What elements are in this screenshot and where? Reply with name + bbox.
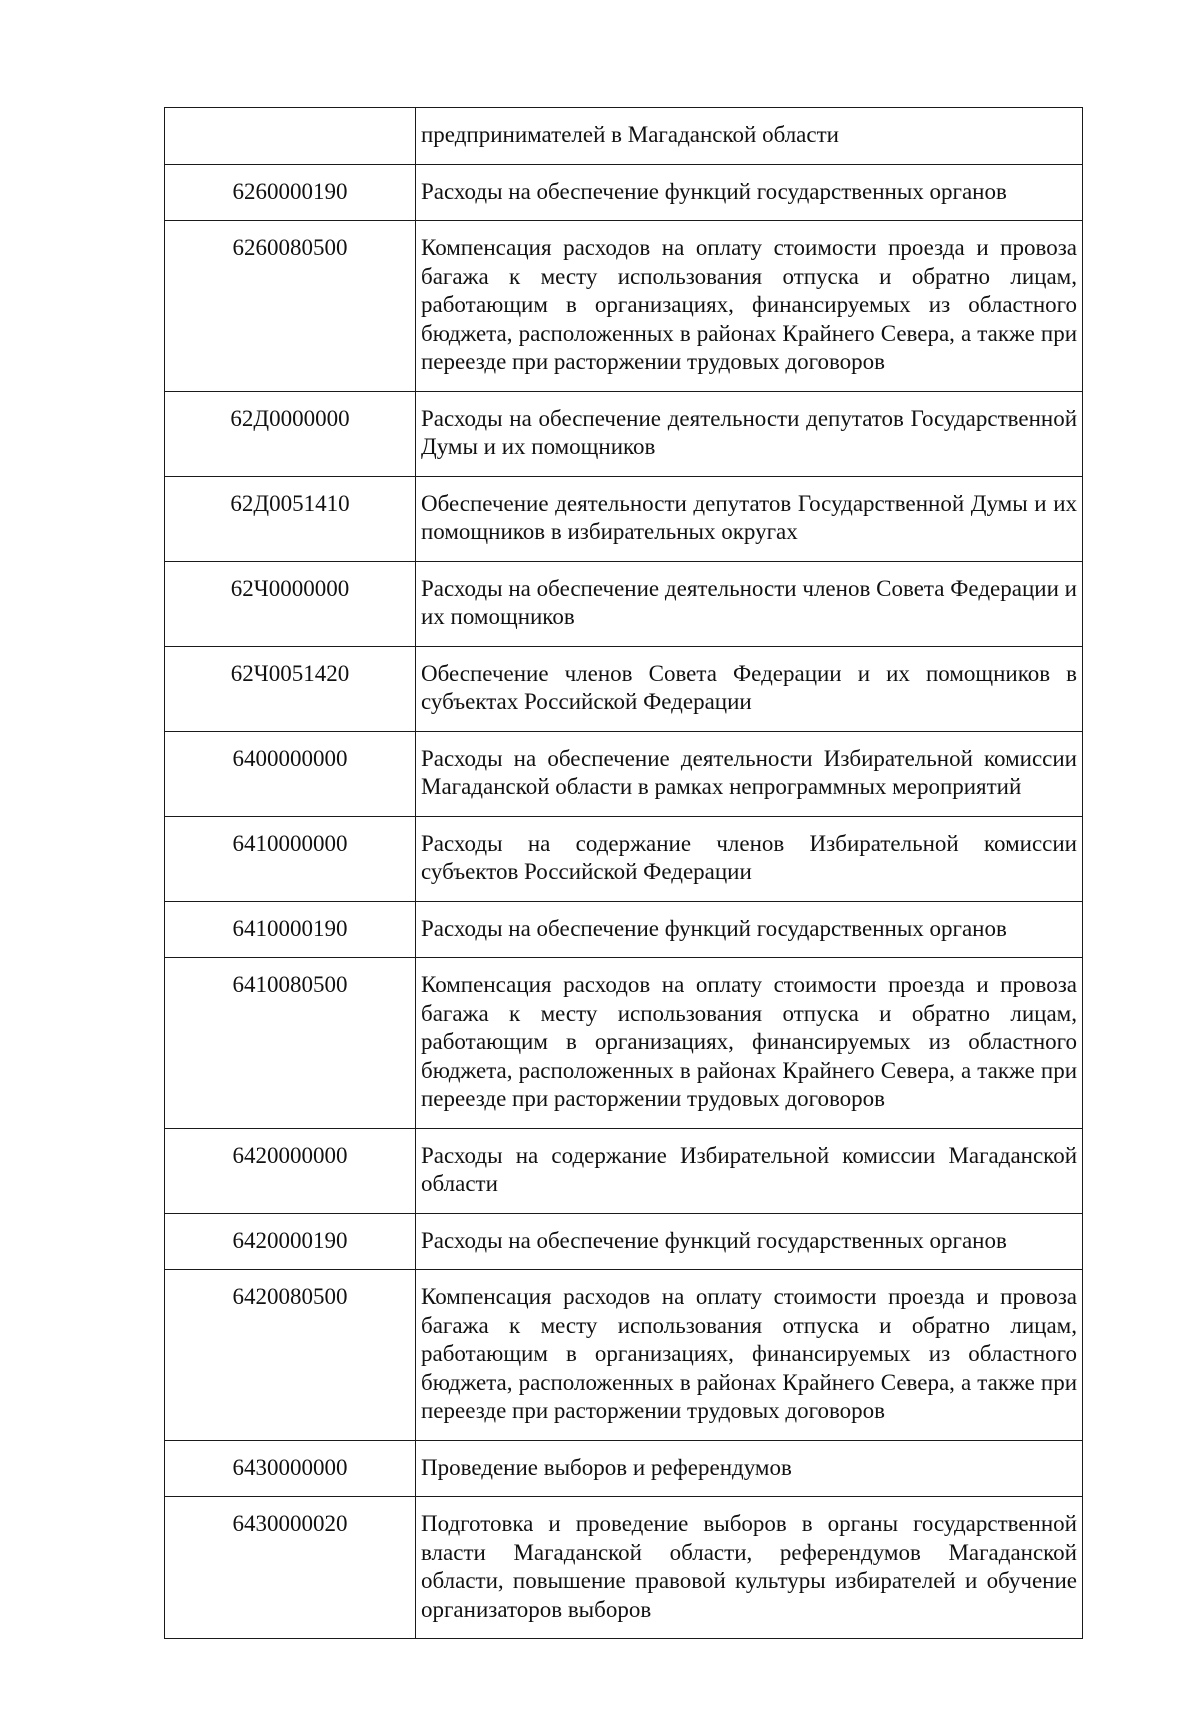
table-row: [165, 901, 1083, 958]
description-cell: Расходы на обеспечение функций государственных органов: [416, 901, 1083, 958]
code-cell: 6410080500: [165, 958, 416, 1129]
code-cell: 62Д0000000: [165, 391, 416, 476]
description-cell: Расходы на обеспечение деятельности Избирательной комиссии Магаданской области в рамках непрограммных мероприятий: [416, 731, 1083, 816]
table-row: [165, 1213, 1083, 1270]
description-cell: предпринимателей в Магаданской области: [416, 108, 1083, 165]
table-body: [165, 108, 1083, 1639]
table-row: [165, 958, 1083, 1129]
code-cell: [165, 108, 416, 165]
description-cell: Подготовка и проведение выборов в органы государственной власти Магаданской области, референдумов Магаданской области, повышение правовой культуры избирателей и обучение организаторов выборов: [416, 1497, 1083, 1639]
table-row: [165, 391, 1083, 476]
code-cell: 62Ч0051420: [165, 646, 416, 731]
table-row: [165, 731, 1083, 816]
code-cell: 6430000000: [165, 1440, 416, 1497]
table-row: [165, 1270, 1083, 1441]
table-row: [165, 221, 1083, 392]
description-cell: Расходы на содержание Избирательной комиссии Магаданской области: [416, 1128, 1083, 1213]
code-cell: 6430000020: [165, 1497, 416, 1639]
table-row: [165, 1128, 1083, 1213]
code-cell: 6260080500: [165, 221, 416, 392]
table-row: [165, 164, 1083, 221]
code-cell: 62Ч0000000: [165, 561, 416, 646]
description-cell: Расходы на обеспечение деятельности членов Совета Федерации и их помощников: [416, 561, 1083, 646]
table-row: [165, 816, 1083, 901]
description-cell: Расходы на обеспечение функций государственных органов: [416, 1213, 1083, 1270]
description-cell: Компенсация расходов на оплату стоимости проезда и провоза багажа к месту использования отпуска и обратно лицам, работающим в организациях, финансируемых из областного бюджета, расположенных в районах Крайнего Севера, а также при переезде при расторжении трудовых договоров: [416, 1270, 1083, 1441]
code-cell: 6420080500: [165, 1270, 416, 1441]
budget-codes-table: [164, 107, 1083, 1639]
description-cell: Расходы на обеспечение функций государственных органов: [416, 164, 1083, 221]
description-cell: Компенсация расходов на оплату стоимости проезда и провоза багажа к месту использования отпуска и обратно лицам, работающим в организациях, финансируемых из областного бюджета, расположенных в районах Крайнего Севера, а также при переезде при расторжении трудовых договоров: [416, 958, 1083, 1129]
description-cell: Проведение выборов и референдумов: [416, 1440, 1083, 1497]
table-row: [165, 108, 1083, 165]
description-cell: Расходы на обеспечение деятельности депутатов Государственной Думы и их помощников: [416, 391, 1083, 476]
table-row: [165, 1497, 1083, 1639]
code-cell: 6410000190: [165, 901, 416, 958]
description-cell: Компенсация расходов на оплату стоимости проезда и провоза багажа к месту использования отпуска и обратно лицам, работающим в организациях, финансируемых из областного бюджета, расположенных в районах Крайнего Севера, а также при переезде при расторжении трудовых договоров: [416, 221, 1083, 392]
table-row: [165, 1440, 1083, 1497]
table-row: [165, 476, 1083, 561]
description-cell: Обеспечение членов Совета Федерации и их помощников в субъектах Российской Федерации: [416, 646, 1083, 731]
description-cell: Обеспечение деятельности депутатов Государственной Думы и их помощников в избирательных округах: [416, 476, 1083, 561]
code-cell: 62Д0051410: [165, 476, 416, 561]
code-cell: 6420000190: [165, 1213, 416, 1270]
code-cell: 6260000190: [165, 164, 416, 221]
code-cell: 6400000000: [165, 731, 416, 816]
description-cell: Расходы на содержание членов Избирательной комиссии субъектов Российской Федерации: [416, 816, 1083, 901]
table-row: [165, 561, 1083, 646]
table-row: [165, 646, 1083, 731]
code-cell: 6420000000: [165, 1128, 416, 1213]
code-cell: 6410000000: [165, 816, 416, 901]
